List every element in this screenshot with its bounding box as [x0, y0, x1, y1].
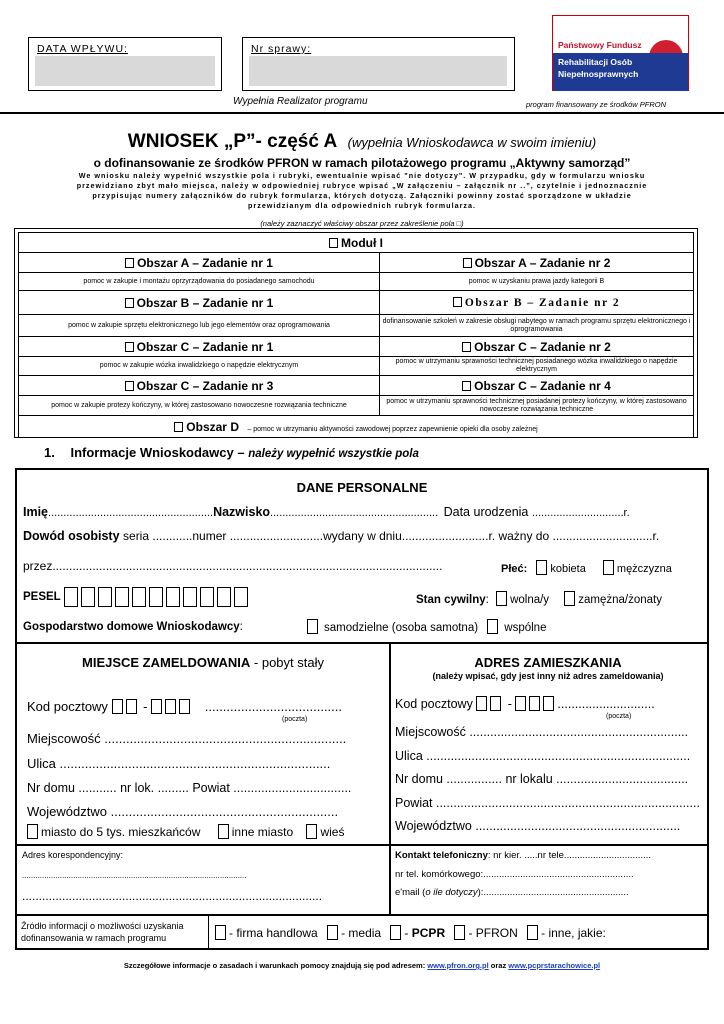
data-wplywu-box: [28, 37, 222, 91]
b2-desc: dofinansowanie szkoleń w zakresie obsługi nabytego w ramach programu sprzętu elektronicznego i oprogramowania: [380, 315, 694, 337]
nazwisko-label: Nazwisko: [213, 505, 271, 519]
c1-desc: pomoc w zakupie wózka inwalidzkiego o napędzie elektrycznym: [19, 357, 380, 376]
title-sub: (wypełnia Wnioskodawca w swoim imieniu): [347, 135, 597, 150]
c3-desc: pomoc w zakupie protezy kończyny, w której zastosowano nowoczesne rozwiązania techniczne: [19, 396, 380, 416]
zamezny-checkbox[interactable]: [564, 591, 575, 606]
kontakt-email[interactable]: e'mail (o ile dotyczy):.......................................................: [395, 887, 629, 898]
a2-checkbox[interactable]: [463, 258, 472, 268]
c4-desc: pomoc w utrzymaniu sprawności technicznej posiadanej protezy kończyny, w której zastosowano nowoczesne rozwiązania techniczne: [380, 396, 694, 416]
pfron-checkbox[interactable]: [454, 925, 465, 940]
mezczyzna-checkbox[interactable]: [603, 560, 614, 575]
modul-checkbox[interactable]: [329, 238, 338, 248]
data-wplywu-field[interactable]: [35, 56, 215, 86]
inne-miasto-checkbox[interactable]: [218, 824, 229, 839]
wolny-checkbox[interactable]: [496, 591, 507, 606]
zamiesz-header: ADRES ZAMIESZKANIA: [474, 655, 622, 670]
zamiesz-powiat[interactable]: Powiat ............................................................................: [395, 796, 700, 810]
address-section: [15, 644, 709, 846]
dowod-fields[interactable]: seria ............numer ............................wydany w dniu..........................r. ważny do ..............................r.: [123, 529, 660, 543]
nr-sprawy-field[interactable]: [249, 56, 507, 86]
c3-checkbox[interactable]: [125, 381, 134, 391]
inne-miasto-label: inne miasto: [231, 825, 294, 839]
firma-checkbox[interactable]: [215, 925, 226, 940]
pfron-logo: [552, 15, 689, 91]
logo-line3: Niepełnosprawnych: [558, 69, 639, 79]
modul-cell[interactable]: Moduł I: [19, 233, 694, 253]
wies-label: wieś: [320, 825, 345, 839]
modules-table: [18, 232, 694, 438]
form-title: [0, 131, 724, 153]
personal-header: DANE PERSONALNE: [296, 480, 428, 495]
pesel-boxes[interactable]: [64, 587, 251, 607]
source-label-1: Źródło informacji o możliwości uzyskania: [21, 921, 184, 931]
stan-label: Stan cywilny: [416, 594, 486, 606]
header-divider: [0, 112, 724, 114]
section1-heading: 1. Informacje Wnioskodawcy – należy wypełnić wszystkie pola: [44, 445, 419, 460]
mark-note: (należy zaznaczyć właściwy obszar przez zakreślenie pola □): [260, 219, 464, 228]
pfron-link[interactable]: www.pfron.org.pl: [427, 961, 489, 970]
nr-sprawy-box: [242, 37, 515, 91]
obszar-b1[interactable]: Obszar B – Zadanie nr 1: [19, 291, 380, 315]
zameldowanie-panel: [17, 644, 391, 844]
korespond-line2[interactable]: ..........................................................................................: [22, 889, 323, 903]
b1-desc: pomoc w zakupie sprzętu elektronicznego lub jego elementów oraz oprogramowania: [19, 315, 380, 337]
inne-checkbox[interactable]: [527, 925, 538, 940]
zameld-header: MIEJSCE ZAMELDOWANIA - pobyt stały: [82, 655, 324, 670]
zameld-woj[interactable]: Województwo ...............................................................: [27, 804, 339, 819]
zameld-kod-label: Kod pocztowy: [27, 699, 108, 714]
media-label: - media: [341, 926, 382, 940]
pcpr-link[interactable]: www.pcprstarachowice.pl: [508, 961, 601, 970]
source-label-cell: [17, 916, 209, 948]
pesel-label: PESEL: [23, 591, 61, 603]
zamiesz-kod-boxes[interactable]: -: [476, 697, 557, 711]
instruction-4: przewidzianym dla odpowiednich rubryk formularza.: [248, 201, 476, 210]
zamiesz-note: (należy wpisać, gdy jest inny niż adres zameldowania): [432, 671, 664, 681]
logo-line1: Państwowy Fundusz: [558, 40, 642, 50]
a2-desc: pomoc w uzyskaniu prawa jazdy kategorii B: [380, 273, 694, 291]
obszar-d[interactable]: Obszar D – pomoc w utrzymaniu aktywności zawodowej poprzez zapewnienie opieki dla osoby zależnej: [19, 416, 694, 438]
zameld-miejscowosc[interactable]: Miejscowość ...................................................................: [27, 731, 347, 746]
kobieta-label: kobieta: [550, 563, 586, 575]
firma-label: - firma handlowa: [229, 926, 318, 940]
obszar-a2[interactable]: Obszar A – Zadanie nr 2: [380, 253, 694, 273]
zamiesz-poczta-label: (poczta): [606, 713, 632, 720]
c2-checkbox[interactable]: [462, 342, 471, 352]
c2-desc: pomoc w utrzymaniu sprawności technicznej posiadanego wózka inwalidzkiego o napędzie elektrycznym: [380, 357, 694, 376]
data-wplywu-label: DATA WPŁYWU:: [37, 43, 128, 55]
zamiesz-nrdomu[interactable]: Nr domu ................ nr lokalu ......................................: [395, 772, 689, 786]
dowod-label: Dowód osobisty: [23, 529, 120, 543]
zamiesz-kod-label: Kod pocztowy: [395, 697, 473, 711]
instruction-3: przypisując numery załączników do rubryk formularza, których dotyczą. Załączniki powinny zostać sporządzone w układzie: [92, 191, 632, 200]
wies-checkbox[interactable]: [306, 824, 317, 839]
zamezny-label: zamężna/żonaty: [578, 594, 663, 606]
a1-checkbox[interactable]: [125, 258, 134, 268]
wspolne-checkbox[interactable]: [487, 619, 498, 634]
imie-field[interactable]: ......................................................: [48, 507, 214, 519]
source-options: - firma handlowa - media - PCPR - PFRON - inne, jakie:: [215, 925, 606, 940]
obszar-c1[interactable]: Obszar C – Zadanie nr 1: [19, 337, 380, 357]
instruction-2: przewidziano zbyt mało miejsca, należy w odpowiedniej rubryce wpisać „W załączeniu – załącznik nr ..”, czytelnie i jednoznacznie: [76, 181, 648, 190]
zameld-poczta-field[interactable]: ......................................: [204, 699, 342, 714]
media-checkbox[interactable]: [327, 925, 338, 940]
obszar-c4[interactable]: Obszar C – Zadanie nr 4: [380, 376, 694, 396]
samodzielne-checkbox[interactable]: [307, 619, 318, 634]
kontakt-tel[interactable]: Kontakt telefoniczny: nr kier. .....nr tele.................................: [395, 850, 652, 861]
wspolne-label: wspólne: [504, 622, 547, 634]
obszar-c3[interactable]: Obszar C – Zadanie nr 3: [19, 376, 380, 396]
miasto-label: miasto do 5 tys. mieszkańców: [41, 825, 201, 839]
zameld-poczta-label: (poczta): [282, 716, 308, 723]
korespond-panel: [17, 845, 391, 915]
zameld-ulica[interactable]: Ulica ...........................................................................: [27, 756, 331, 771]
zameld-nrdomu[interactable]: Nr domu ........... nr lok. ......... Powiat ..................................: [27, 781, 352, 795]
footer-info: Szczegółowe informacje o zasadach i warunkach pomocy znajdują się pod adresem: www.pfron.org.pl oraz www.pcprstarachowice.pl: [123, 961, 601, 970]
kobieta-checkbox[interactable]: [536, 560, 547, 575]
pfron-label: - PFRON: [468, 926, 518, 940]
zamieszkanie-panel: [391, 644, 709, 844]
samodzielne-label: samodzielne (osoba samotna): [324, 622, 479, 634]
b2-checkbox[interactable]: [453, 297, 462, 307]
obszar-b2[interactable]: Obszar B – Zadanie nr 2: [380, 291, 694, 315]
miasto-checkbox[interactable]: [27, 824, 38, 839]
a1-desc: pomoc w zakupie i montażu oprzyrządowania do posiadanego samochodu: [19, 273, 380, 291]
nr-sprawy-label: Nr sprawy:: [251, 43, 312, 55]
contact-section: [15, 844, 709, 916]
korespond-label: Adres korespondencyjny:: [22, 850, 124, 860]
korespond-line1[interactable]: .....................................................................................................: [22, 871, 247, 880]
modules-frame: [14, 228, 698, 438]
title-line2: o dofinansowanie ze środków PFRON w ramach pilotażowego programu „Aktywny samorząd”: [93, 156, 631, 170]
mezczyzna-label: mężczyzna: [616, 563, 672, 575]
nazwisko-field[interactable]: .......................................................: [270, 507, 439, 519]
title-main: WNIOSEK „P”- część A: [127, 131, 338, 152]
przez-field[interactable]: przez.....................................................................................................................: [23, 559, 443, 573]
instruction-1: We wniosku należy wypełnić wszystkie pola i rubryki, ewentualnie wpisać "nie dotyczy". W przypadku, gdy w formularzu wniosku: [78, 171, 646, 180]
zamiesz-poczta-field[interactable]: ............................: [557, 697, 655, 711]
pcpr-label: PCPR: [411, 926, 446, 940]
zameld-kod-boxes[interactable]: -: [112, 699, 194, 714]
imie-label: Imię: [23, 505, 49, 519]
source-section: [15, 916, 709, 950]
zamiesz-ulica[interactable]: Ulica ............................................................................: [395, 749, 691, 763]
obszar-a1[interactable]: Obszar A – Zadanie nr 1: [19, 253, 380, 273]
wolny-label: wolna/y: [510, 594, 550, 606]
kontakt-panel: [391, 845, 709, 915]
gosp-label: Gospodarstwo domowe Wnioskodawcy: [23, 621, 240, 633]
obszar-c2[interactable]: Obszar C – Zadanie nr 2: [380, 337, 694, 357]
pcpr-checkbox[interactable]: [390, 925, 401, 940]
inne-label: - inne, jakie:: [541, 926, 606, 940]
realizator-note: Wypełnia Realizator programu: [233, 96, 368, 107]
data-ur-label: Data urodzenia: [443, 505, 529, 519]
data-ur-field[interactable]: ..............................r.: [531, 507, 630, 519]
d-checkbox[interactable]: [174, 422, 183, 432]
b1-checkbox[interactable]: [125, 298, 134, 308]
zamiesz-woj[interactable]: Województwo ...........................................................: [395, 819, 681, 833]
personal-section: DANE PERSONALNE Imię......................................................Nazwisko....................................................... Data urodzenia ..............................r. Dowód osobisty seria ............numer ............................wydany w dniu..........................r. ważny do ..............................r. przez..................................................................................................................... Płeć: kobieta mężczyzna PESEL Stan cywilny: wolna/y zamężna/żonaty Gospodarstwo domowe Wnioskodawcy: samodzielne (osoba samotna) wspólne: [15, 468, 709, 644]
source-label-2: dofinansowania w ramach programu: [21, 933, 167, 943]
d-desc: – pomoc w utrzymaniu aktywności zawodowej poprzez zapewnienie opieki dla osoby zależnej: [247, 425, 538, 433]
c4-checkbox[interactable]: [462, 381, 471, 391]
c1-checkbox[interactable]: [125, 342, 134, 352]
pfron-note: program finansowany ze środków PFRON: [526, 100, 667, 109]
kontakt-kom[interactable]: nr tel. komórkowego:.........................................................: [395, 869, 634, 880]
plec-label: Płeć:: [501, 563, 528, 575]
logo-line2: Rehabilitacji Osób: [558, 57, 633, 67]
zamiesz-miejscowosc[interactable]: Miejscowość ...............................................................: [395, 725, 689, 739]
